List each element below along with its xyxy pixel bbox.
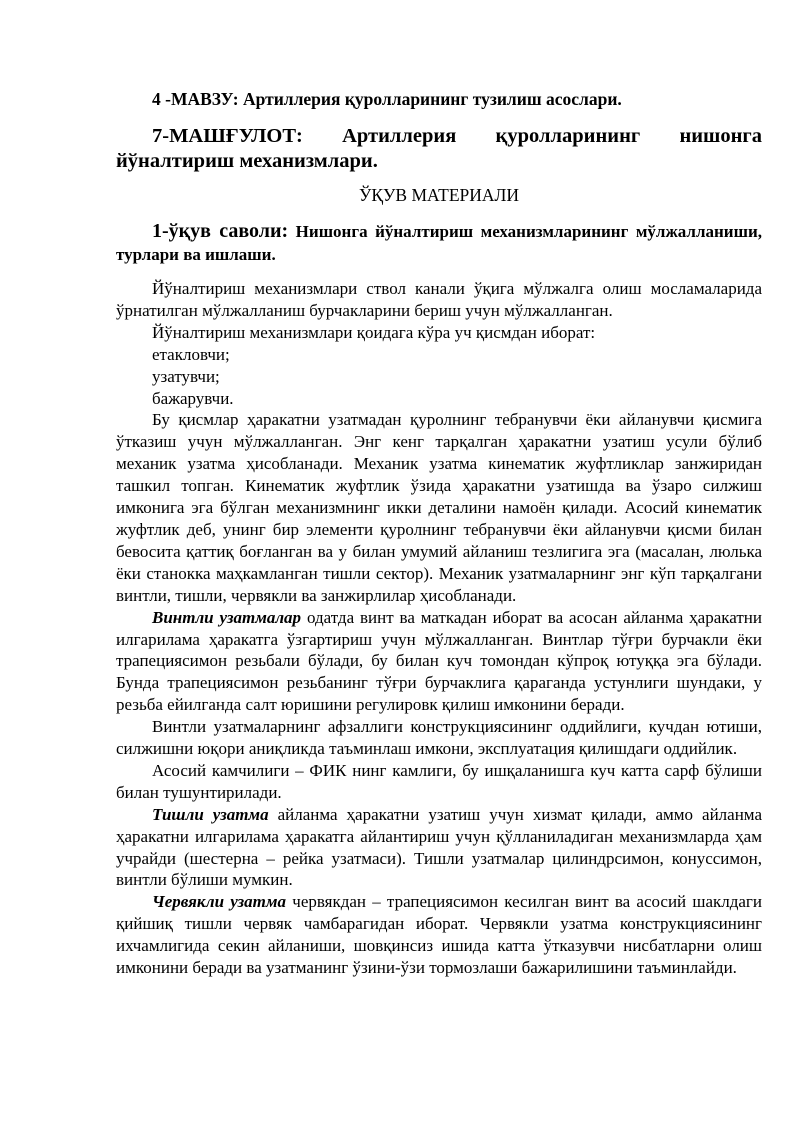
paragraph	[116, 891, 762, 979]
paragraph-text: червякдан – трапециясимон кесилган винт ва асосий шаклдаги қийшиқ тишли червяк чамбарагидан иборат. Червякли узатма конструкциясининг ихчамлигида секин айланиши, шовқинсиз ишида катта ўтказувчи нисбатларни олиш имконини беради ва узатманинг ўзини-ўзи тормозлаши бажарилишини таъминлайди.	[116, 892, 763, 978]
paragraph	[116, 804, 762, 892]
paragraph: Винтли узатмаларнинг афзаллиги конструкциясининг оддийлиги, кучдан ютиши, силжишни юқори аниқликда таъминлаш имкони, эксплуатация қилишдаги оддийлик.	[116, 717, 762, 759]
term: Тишли узатма	[152, 804, 269, 824]
document-body	[116, 278, 762, 979]
list-item: узатувчи;	[152, 366, 220, 386]
paragraph-text: одатда винт ва маткадан иборат ва асосан айланма ҳаракатни илгарилама ҳаракатга ўзгартириш учун мўлжалланган. Винтлар тўғри бурчакли ёки трапециясимон резьбали бўлади, бу билан куч томондан кўпроқ ютуққа эга бўлади. Бунда трапециясимон резьбанинг тўғри бурчаклига қараганда устунлиги шундаки, у резьба ейилганда салт юришини регулировк қилиш имконини беради.	[116, 607, 762, 715]
paragraph-text: айланма ҳаракатни узатиш учун хизмат қилади, аммо айланма ҳаракатни илгарилама ҳаракатга айлантириш учун қўлланиладиган механизмларда ҳам учрайди (шестерна – рейка узатмаси). Тишли узатмалар цилиндрсимон, конуссимон, винтли бўлиши мумкин.	[116, 804, 762, 890]
paragraph: Йўналтириш механизмлари қоидага кўра уч қисмдан иборат:	[152, 322, 596, 342]
term: Винтли узатмалар	[152, 607, 302, 627]
material-heading: ЎҚУВ МАТЕРИАЛИ	[358, 185, 520, 205]
question-heading	[116, 220, 762, 266]
term: Червякли узатма	[152, 892, 287, 912]
document-page	[116, 88, 762, 979]
paragraph: Бу қисмлар ҳаракатни узатмадан қуролнинг тебранувчи ёки айланувчи қисмига ўтказиш учун мўлжалланган. Энг кенг тарқалган ҳаракатни узатиш усули бўлиб механик узатма ҳисобланади. Механик узатма кинематик жуфтликлар занжиридан ташкил топган. Кинематик жуфтлик ўзида ҳаракатни узатишда ва ўзаро силжиш имконига эга бўлган механизмнинг икки деталини намоён қилади. Асосий кинематик жуфтлик деб, унинг бир элементи қуролнинг тебранувчи ёки айланувчи қисми билан бевосита қаттиқ боғланган ва у билан умумий айланиш тезлигига эга (масалан, люлька ёки станокка маҳкамланган тишли сектор). Механик узатмаларнинг энг кўп тарқалгани винтли, тишли, червякли ва занжирлилар ҳисобланади.	[116, 410, 762, 605]
paragraph: Йўналтириш механизмлари ствол канали ўқига мўлжалга олиш мосламаларида ўрнатилган мўлжалланиш бурчакларини бериш учун мўлжалланган.	[116, 279, 762, 320]
list-item: етакловчи;	[152, 344, 230, 364]
topic-heading: 4 -МАВЗУ: Артиллерия қуролларининг тузилиш асослари.	[152, 89, 622, 109]
question-text: Нишонга йўналтириш механизмларининг мўлжалланиши, турлари ва ишлаши.	[116, 222, 762, 264]
paragraph: Асосий камчилиги – ФИК нинг камлиги, бу ишқаланишга куч катта сарф бўлиши билан тушунтирилади.	[116, 760, 762, 802]
paragraph	[116, 607, 762, 717]
list-item: бажарувчи.	[152, 388, 234, 408]
question-label: 1-ўқув саволи:	[152, 220, 289, 242]
lesson-heading: 7-МАШҒУЛОТ: Артиллерия қуролларининг нишонга йўналтириш механизмлари.	[116, 125, 762, 172]
